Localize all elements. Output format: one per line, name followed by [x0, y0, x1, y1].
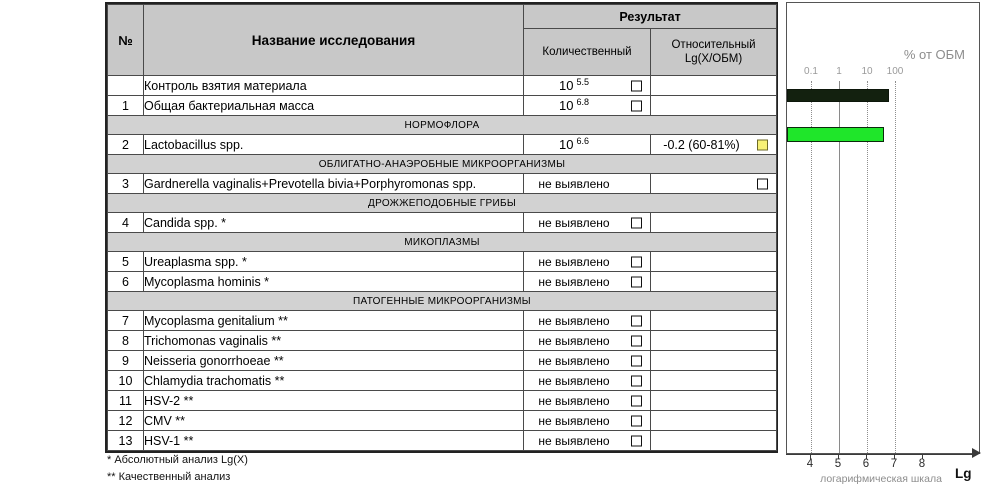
row-number: 13: [108, 431, 144, 451]
footnotes: [107, 452, 537, 486]
lab-results-table-container: [105, 2, 778, 453]
quantitative-base: 10: [559, 78, 574, 93]
table-row: [108, 391, 777, 411]
quantitative-exponent: 6.8: [576, 96, 589, 107]
header-study-name: Название исследования: [144, 5, 524, 76]
chart-plot-area: [787, 3, 979, 453]
row-number: [108, 76, 144, 96]
row-quantitative-cell: [524, 331, 651, 351]
row-study-name: Neisseria gonorrhoeae **: [144, 351, 524, 371]
quantitative-base: 10: [559, 98, 574, 113]
chart-axis-unit-label: Lg: [955, 466, 972, 481]
row-study-name: Trichomonas vaginalis **: [144, 331, 524, 351]
chart-axis-tick-label: 4: [806, 458, 814, 470]
chart-axis-tick-label: 8: [918, 458, 926, 470]
table-row: [108, 311, 777, 331]
quantitative-value: не выявлено: [538, 413, 610, 428]
row-relative-cell: [651, 135, 777, 155]
table-section-row: [108, 116, 777, 135]
table-row: [108, 76, 777, 96]
chart-gridline: [895, 81, 896, 453]
row-number: 10: [108, 371, 144, 391]
row-number: 12: [108, 411, 144, 431]
row-number: 8: [108, 331, 144, 351]
header-result: Результат: [524, 5, 777, 29]
row-quantitative-cell: [524, 213, 651, 233]
table-row: [108, 135, 777, 155]
row-quantitative-cell: [524, 351, 651, 371]
row-study-name: Общая бактериальная масса: [144, 96, 524, 116]
row-study-name: Candida spp. *: [144, 213, 524, 233]
chart-bar: [787, 127, 884, 142]
quantitative-checkbox[interactable]: [631, 335, 642, 346]
quantitative-exponent: 5.5: [576, 76, 589, 87]
table-section-row: [108, 155, 777, 174]
header-relative-line2: Lg(X/ОБМ): [684, 53, 743, 65]
row-study-name: Lactobacillus spp.: [144, 135, 524, 155]
row-number: 9: [108, 351, 144, 371]
row-relative-cell: [651, 391, 777, 411]
footnote-absolute: * Абсолютный анализ Lg(X): [107, 454, 248, 466]
row-study-name: Gardnerella vaginalis+Prevotella bivia+Porphyromonas spp.: [144, 174, 524, 194]
header-relative-line1: Относительный: [671, 38, 756, 51]
quantitative-checkbox[interactable]: [631, 315, 642, 326]
row-study-name: HSV-2 **: [144, 391, 524, 411]
row-relative-cell: [651, 272, 777, 292]
row-number: 6: [108, 272, 144, 292]
relative-checkbox[interactable]: [757, 139, 768, 150]
chart-axis-tick-label: 5: [834, 458, 842, 470]
quantitative-checkbox[interactable]: [631, 217, 642, 228]
row-number: 3: [108, 174, 144, 194]
quantitative-checkbox[interactable]: [631, 395, 642, 406]
chart-x-axis-arrow-icon: [972, 448, 981, 458]
row-study-name: Ureaplasma spp. *: [144, 252, 524, 272]
relative-checkbox[interactable]: [757, 178, 768, 189]
quantitative-value: не выявлено: [538, 373, 610, 388]
row-relative-cell: [651, 252, 777, 272]
quantitative-value: не выявлено: [538, 274, 610, 289]
row-quantitative-cell: [524, 96, 651, 116]
quantitative-value: не выявлено: [538, 215, 610, 230]
row-quantitative-cell: [524, 311, 651, 331]
row-quantitative-cell: [524, 174, 651, 194]
table-row: [108, 431, 777, 451]
chart-top-tick-label: 1: [836, 66, 842, 77]
quantitative-value: не выявлено: [538, 353, 610, 368]
table-row: [108, 371, 777, 391]
table-body: [108, 76, 777, 451]
row-relative-cell: [651, 371, 777, 391]
quantitative-value: не выявлено: [538, 393, 610, 408]
row-relative-cell: [651, 311, 777, 331]
row-relative-cell: [651, 331, 777, 351]
chart-bar: [787, 89, 889, 102]
row-relative-cell: [651, 96, 777, 116]
row-study-name: Mycoplasma hominis *: [144, 272, 524, 292]
chart-title: % от ОБМ: [903, 47, 965, 62]
row-number: 1: [108, 96, 144, 116]
section-label: НОРМОФЛОРА: [108, 116, 777, 135]
row-number: 4: [108, 213, 144, 233]
row-quantitative-cell: [524, 431, 651, 451]
quantitative-base: 10: [559, 137, 574, 152]
row-number: 5: [108, 252, 144, 272]
quantitative-checkbox[interactable]: [631, 80, 642, 91]
row-relative-cell: [651, 411, 777, 431]
chart-axis-caption: логарифмическая шкала: [820, 473, 942, 485]
header-quantitative: Количественный: [524, 29, 651, 76]
row-quantitative-cell: [524, 272, 651, 292]
quantitative-checkbox[interactable]: [631, 375, 642, 386]
quantitative-exponent: 6.6: [576, 135, 589, 146]
table-row: [108, 411, 777, 431]
footnote-qualitative: ** Качественный анализ: [107, 471, 231, 484]
section-label: МИКОПЛАЗМЫ: [108, 233, 777, 252]
quantitative-checkbox[interactable]: [631, 100, 642, 111]
header-relative: [651, 29, 777, 76]
row-study-name: Контроль взятия материала: [144, 76, 524, 96]
table-row: [108, 213, 777, 233]
row-quantitative-cell: [524, 371, 651, 391]
table-row: [108, 331, 777, 351]
table-row: [108, 272, 777, 292]
row-relative-cell: [651, 213, 777, 233]
quantitative-value: не выявлено: [538, 333, 610, 348]
row-number: 7: [108, 311, 144, 331]
relative-value: -0.2 (60-81%): [663, 137, 740, 152]
quantitative-checkbox[interactable]: [631, 355, 642, 366]
row-study-name: Chlamydia trachomatis **: [144, 371, 524, 391]
table-row: [108, 96, 777, 116]
table-row: [108, 252, 777, 272]
quantitative-value: [524, 135, 624, 154]
quantitative-checkbox[interactable]: [631, 435, 642, 446]
row-study-name: Mycoplasma genitalium **: [144, 311, 524, 331]
row-number: 11: [108, 391, 144, 411]
table-section-row: [108, 292, 777, 311]
section-label: ДРОЖЖЕПОДОБНЫЕ ГРИБЫ: [108, 194, 777, 213]
chart-x-axis-line: [786, 454, 976, 455]
quantitative-value: не выявлено: [538, 433, 610, 448]
chart-top-tick-label: 10: [861, 66, 873, 77]
quantitative-checkbox[interactable]: [631, 415, 642, 426]
table-section-row: [108, 233, 777, 252]
lab-results-table: [107, 4, 777, 451]
row-quantitative-cell: [524, 391, 651, 411]
header-num: №: [108, 5, 144, 76]
row-relative-cell: [651, 431, 777, 451]
quantitative-checkbox[interactable]: [631, 276, 642, 287]
table-section-row: [108, 194, 777, 213]
row-quantitative-cell: [524, 252, 651, 272]
row-quantitative-cell: [524, 76, 651, 96]
chart-axis-tick-label: 7: [890, 458, 898, 470]
quantitative-value: [524, 96, 624, 115]
row-relative-cell: [651, 76, 777, 96]
section-label: ПАТОГЕННЫЕ МИКРООРГАНИЗМЫ: [108, 292, 777, 311]
table-row: [108, 174, 777, 194]
row-study-name: HSV-1 **: [144, 431, 524, 451]
row-relative-cell: [651, 174, 777, 194]
row-relative-cell: [651, 351, 777, 371]
chart-top-tick-label: 0.1: [804, 66, 818, 77]
chart-panel: [786, 2, 980, 454]
quantitative-value: не выявлено: [538, 254, 610, 269]
row-quantitative-cell: [524, 411, 651, 431]
row-number: 2: [108, 135, 144, 155]
row-quantitative-cell: [524, 135, 651, 155]
quantitative-value: не выявлено: [538, 313, 610, 328]
chart-axis-tick-label: 6: [862, 458, 870, 470]
table-row: [108, 351, 777, 371]
quantitative-value: [524, 76, 624, 95]
quantitative-value: не выявлено: [538, 176, 610, 191]
row-study-name: CMV **: [144, 411, 524, 431]
section-label: ОБЛИГАТНО-АНАЭРОБНЫЕ МИКРООРГАНИЗМЫ: [108, 155, 777, 174]
chart-top-tick-label: 100: [886, 66, 904, 77]
quantitative-checkbox[interactable]: [631, 256, 642, 267]
table-header: [108, 5, 777, 76]
